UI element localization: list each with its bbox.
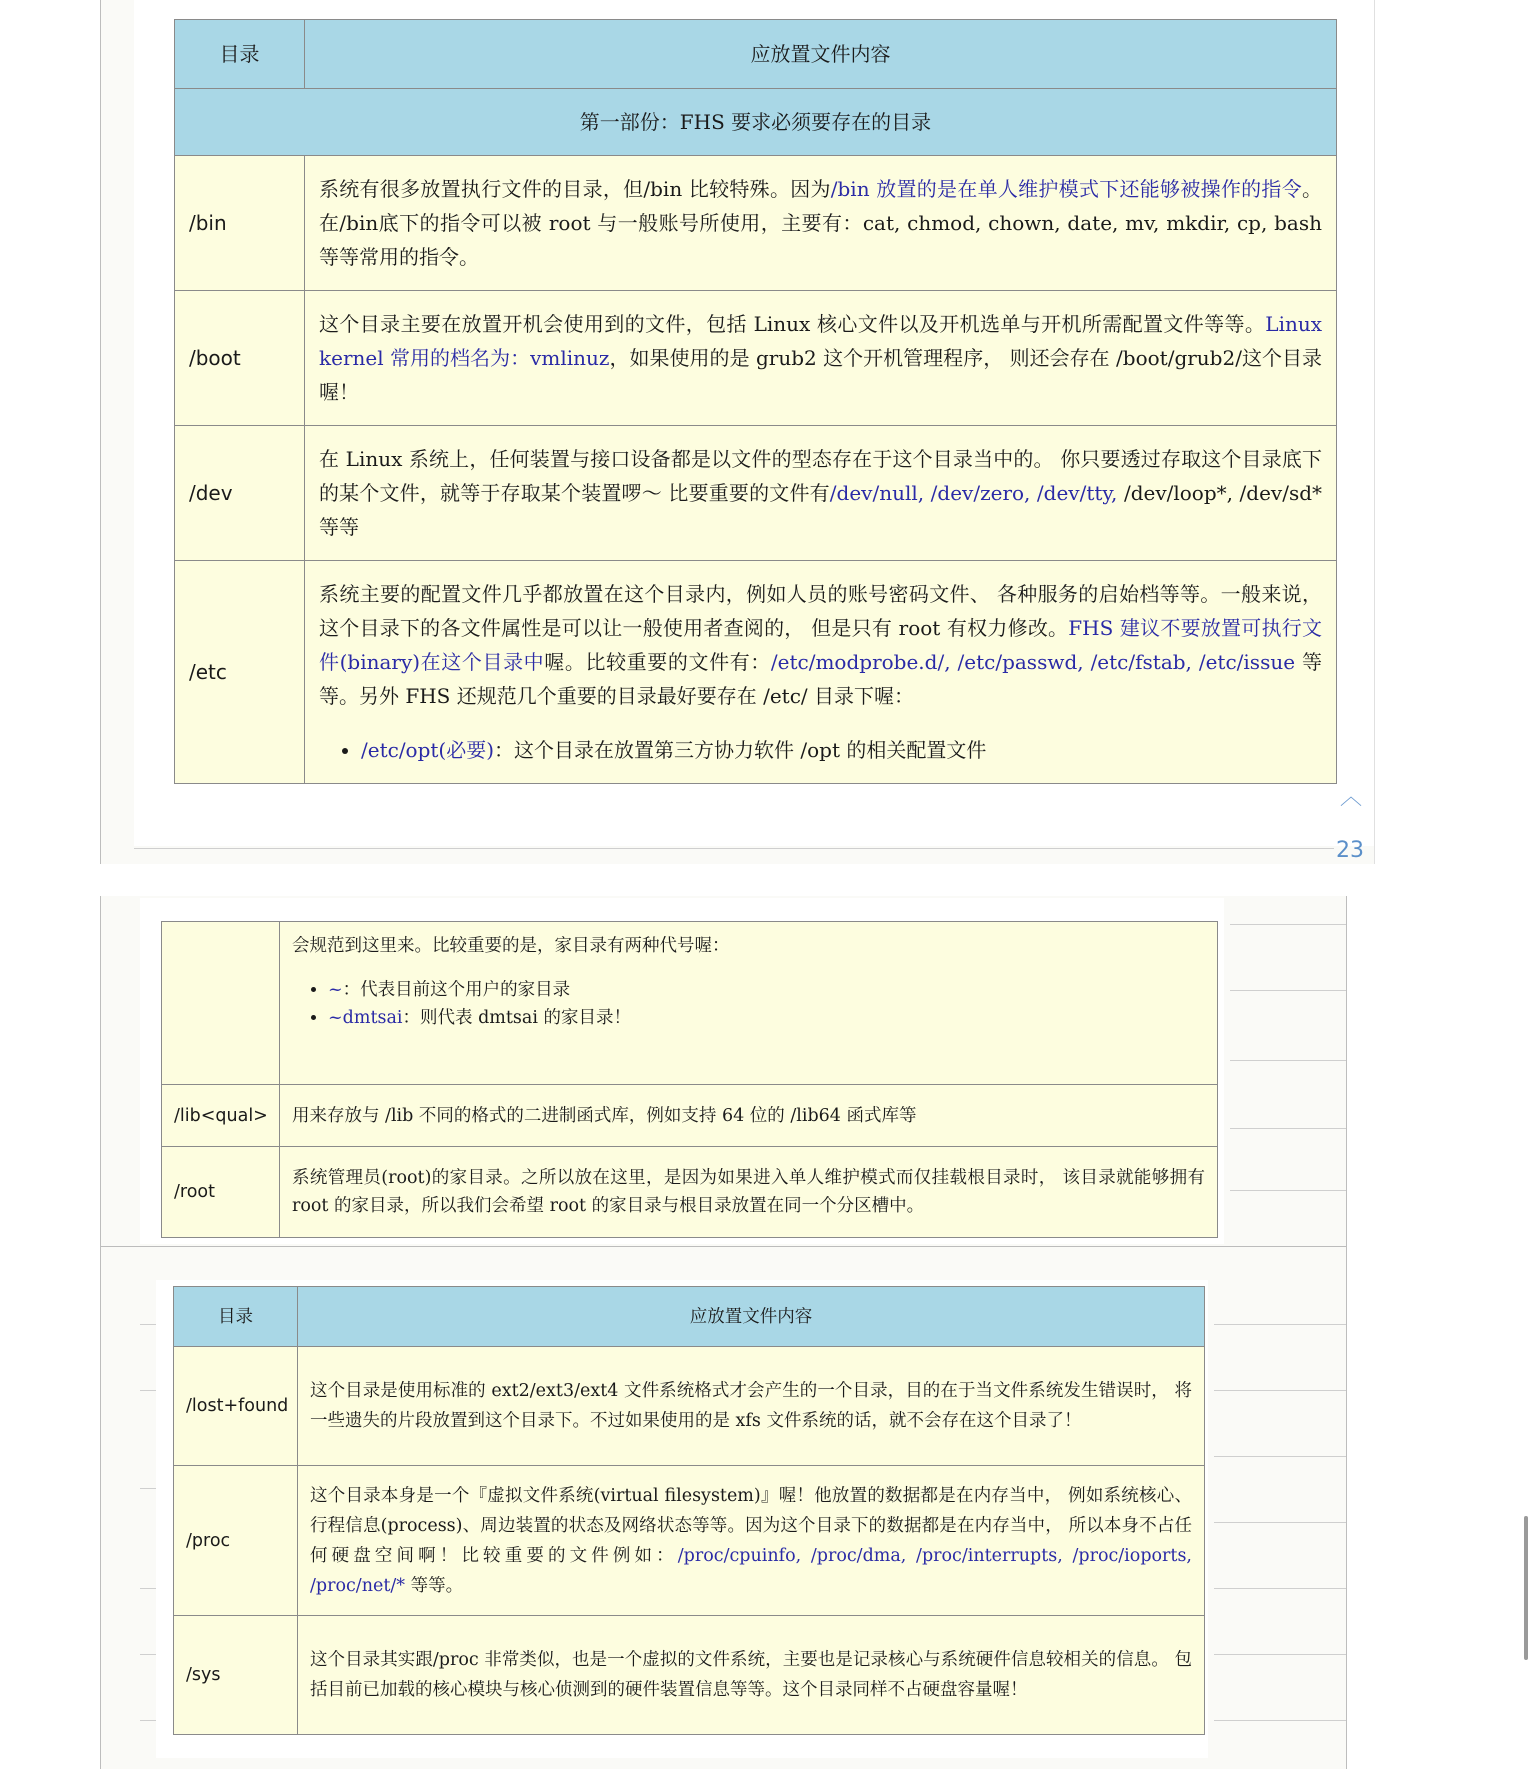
desc-text: 会规范到这里来。比较重要的是，家目录有两种代号喔： [292, 936, 730, 956]
snippet-divider [101, 1246, 1346, 1247]
desc-cell [298, 1466, 1205, 1616]
fhs-table-continuation [161, 921, 1218, 1238]
header-content: 应放置文件内容 [305, 20, 1337, 89]
rule [140, 1654, 156, 1655]
desc-text: 等等。另外 FHS 还规范几个重要的目录最好要存在 /etc/ 目录下喔： [319, 650, 1323, 708]
bullet-link: ~ [328, 980, 343, 1000]
page-1-left-edge [100, 0, 101, 864]
desc-highlight: /etc/modprobe.d/, /etc/passwd, /etc/fstab, /etc/issue [770, 650, 1296, 674]
rule [140, 1720, 156, 1721]
rule [1230, 1060, 1346, 1061]
page-number: 23 [1336, 838, 1364, 863]
dir-cell: /lost+found [174, 1347, 298, 1466]
rule [140, 1324, 156, 1325]
table-row [162, 1085, 1218, 1147]
table-row [175, 291, 1337, 426]
page-1-bottom-rule [134, 848, 1334, 849]
table-row [175, 156, 1337, 291]
page-1-right-edge [1374, 0, 1375, 864]
bullet-text: ：代表目前这个用户的家目录 [342, 980, 571, 1000]
desc-cell: 这个目录其实跟/proc 非常类似，也是一个虚拟的文件系统，主要也是记录核心与系统硬件信息较相关的信息。 包括目前已加载的核心模块与核心侦测到的硬件装置信息等等。这个目录同样不占硬盘容量喔！ [298, 1616, 1205, 1735]
rule [140, 1488, 156, 1489]
list-item [328, 1004, 1205, 1032]
rule [1230, 990, 1346, 991]
table-row [174, 1347, 1205, 1466]
dir-cell: /dev [175, 426, 305, 561]
table-row [174, 1466, 1205, 1616]
header-content: 应放置文件内容 [298, 1287, 1205, 1347]
dir-cell: /bin [175, 156, 305, 291]
dir-cell: /boot [175, 291, 305, 426]
table-row [175, 426, 1337, 561]
rule [1214, 1588, 1346, 1589]
list-item [328, 976, 1205, 1004]
dir-cell: /sys [174, 1616, 298, 1735]
bullet-link: /etc/opt(必要) [361, 738, 495, 762]
fhs-table-part2 [173, 1286, 1205, 1735]
desc-highlight: /bin 放置的是在单人维护模式下还能够被操作的指令 [830, 177, 1302, 201]
scrollbar-thumb[interactable] [1524, 1516, 1528, 1660]
desc-text: 这个目录主要在放置开机会使用到的文件，包括 Linux 核心文件以及开机选单与开机所需配置文件等等。 [319, 312, 1266, 336]
desc-text: /dev/loop*, /dev/sd*等等 [319, 481, 1323, 539]
desc-cell [305, 561, 1337, 784]
dir-cell: /etc [175, 561, 305, 784]
rule [1230, 924, 1346, 925]
dir-cell: /root [162, 1147, 280, 1238]
table-row [175, 561, 1337, 784]
header-dir: 目录 [174, 1287, 298, 1347]
desc-cell [305, 156, 1337, 291]
desc-cell [305, 291, 1337, 426]
rule [140, 1390, 156, 1391]
desc-cell [280, 922, 1218, 1085]
dir-cell: /proc [174, 1466, 298, 1616]
fhs-table-part1 [174, 19, 1337, 784]
table-row [174, 1616, 1205, 1735]
desc-text: 喔。比较重要的文件有： [544, 650, 771, 674]
desc-text: 系统主要的配置文件几乎都放置在这个目录内，例如人员的账号密码文件、 各种服务的启始档等等。一般来说，这个目录下的各文件属性是可以让一般使用者查阅的， 但是只有 root 有权力修改。 [319, 582, 1322, 640]
desc-text: 等等。 [405, 1575, 464, 1596]
bullet-list [319, 733, 1322, 767]
section-label: 第一部份：FHS 要求必须要存在的目录 [175, 89, 1337, 156]
rule [1230, 1128, 1346, 1129]
rule [140, 1588, 156, 1589]
desc-text: 。在/bin底下的指令可以被 root 与一般账号所使用，主要有：cat, chmod, chown, date, mv, mkdir, cp, bash 等等常用的指令。 [319, 177, 1322, 269]
table-row [162, 922, 1218, 1085]
desc-text: 在 Linux 系统上，任何装置与接口设备都是以文件的型态存在于这个目录当中的。 你只要透过存取这个目录底下的某个文件，就等于存取某个装置啰～ 比要重要的文件有 [319, 447, 1322, 505]
rule [1214, 1390, 1346, 1391]
desc-text: ，如果使用的是 grub2 这个开机管理程序， 则还会存在 /boot/grub2/这个目录喔！ [319, 346, 1323, 404]
rule [1214, 1456, 1346, 1457]
desc-highlight: FHS 建议不要放置可执行文件(binary)在这个目录中 [319, 616, 1322, 674]
rule [1214, 1720, 1346, 1721]
bullet-text: ：则代表 dmtsai 的家目录！ [402, 1008, 631, 1028]
page-2-right-edge [1346, 896, 1347, 1769]
rule [1214, 1522, 1346, 1523]
desc-highlight: /proc/cpuinfo, /proc/dma, /proc/interrupts, /proc/ioports, /proc/net/* [310, 1545, 1192, 1596]
rule [1214, 1324, 1346, 1325]
scroll-up-icon[interactable]: ︿ [1340, 785, 1363, 810]
rule [1214, 1654, 1346, 1655]
dir-cell-empty [162, 922, 280, 1085]
desc-cell [305, 426, 1337, 561]
desc-highlight: Linux kernel 常用的档名为：vmlinuz [319, 312, 1322, 370]
bullet-list [292, 976, 1205, 1032]
desc-highlight: /dev/null, /dev/zero, /dev/tty, [829, 481, 1118, 505]
rule [1230, 1190, 1346, 1191]
list-item [361, 733, 1322, 767]
desc-cell: 这个目录是使用标准的 ext2/ext3/ext4 文件系统格式才会产生的一个目录，目的在于当文件系统发生错误时， 将一些遗失的片段放置到这个目录下。不过如果使用的是 xfs 文件系统的话，就不会存在这个目录了！ [298, 1347, 1205, 1466]
dir-cell: /lib<qual> [162, 1085, 280, 1147]
desc-text: 系统有很多放置执行文件的目录，但/bin 比较特殊。因为 [319, 177, 831, 201]
header-dir: 目录 [175, 20, 305, 89]
bullet-text: ：这个目录在放置第三方协力软件 /opt 的相关配置文件 [494, 738, 987, 762]
table-row [162, 1147, 1218, 1238]
desc-text: 这个目录本身是一个『虚拟文件系统(virtual filesystem)』喔！他放置的数据都是在内存当中， 例如系统核心、行程信息(process)、周边装置的状态及网络状态等等。因为这个目录下的数据都是在内存当中， 所以本身不占任何硬盘空间啊！比较重要的文件例如： [310, 1485, 1192, 1566]
desc-cell: 系统管理员(root)的家目录。之所以放在这里，是因为如果进入单人维护模式而仅挂载根目录时， 该目录就能够拥有 root 的家目录，所以我们会希望 root 的家目录与根目录放置在同一个分区槽中。 [280, 1147, 1218, 1238]
bullet-link: ~dmtsai [328, 1008, 403, 1028]
desc-cell: 用来存放与 /lib 不同的格式的二进制函式库，例如支持 64 位的 /lib64 函式库等 [280, 1085, 1218, 1147]
